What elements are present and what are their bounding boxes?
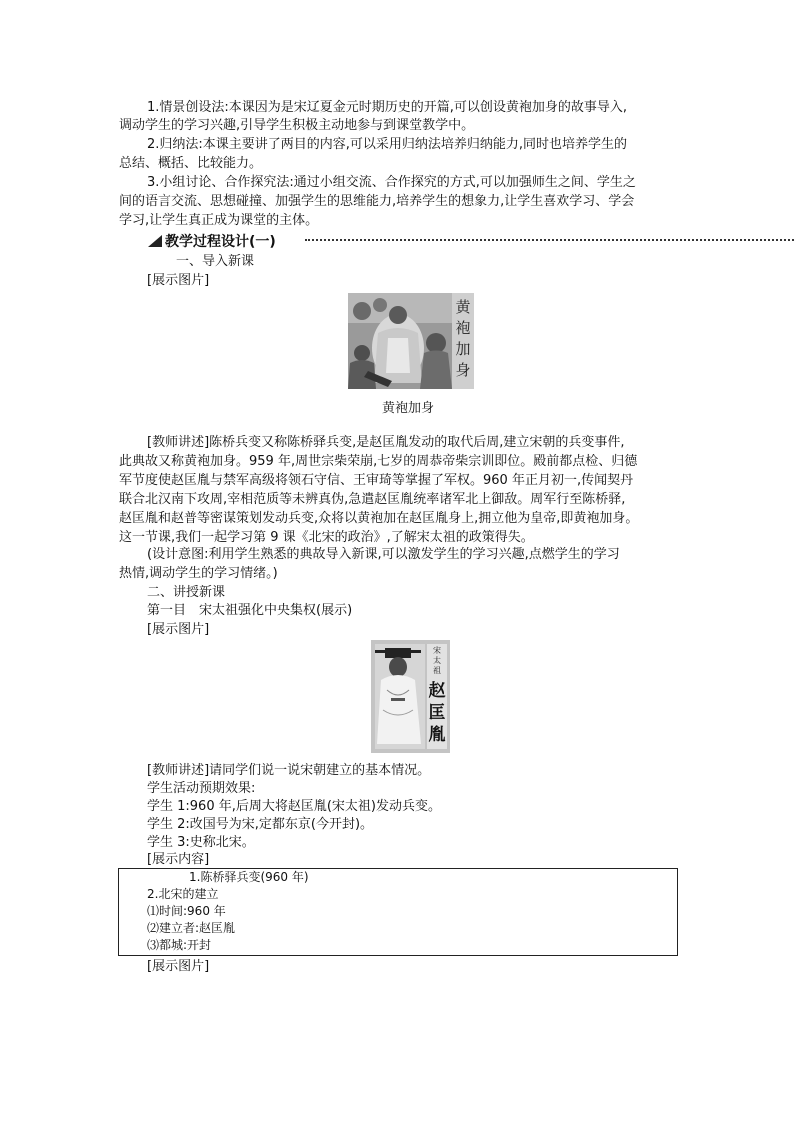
box-line-4: ⑵建立者:赵匡胤	[147, 921, 236, 935]
method-3-line-2: 间的语言交流、思想碰撞、加强学生的思维能力,培养学生的想象力,让学生喜欢学习、学会	[119, 194, 635, 209]
teacher-lecture-line: [教师讲述]请同学们说一说宋朝建立的基本情况。	[147, 763, 431, 778]
yellow-robe-caption: 黄袍加身	[382, 401, 435, 416]
method-3-line-3: 学习,让学生真正成为课堂的主体。	[119, 213, 319, 228]
lecture-title: 二、讲授新课	[147, 585, 226, 600]
student-1-answer: 学生 1:960 年,后周大将赵匡胤(宋太祖)发动兵变。	[147, 799, 442, 814]
teacher-intro-line-4: 联合北汉南下攻周,宰相范质等未辨真伪,急遣赵匡胤统率诸军北上御敌。周军行至陈桥驿,	[119, 492, 626, 507]
yellow-robe-painting-title: 黄袍加身	[455, 298, 471, 379]
teacher-intro-line-6: 这一节课,我们一起学习第 9 课《北宋的政治》,了解宋太祖的政策得失。	[119, 530, 534, 545]
dotted-divider	[305, 239, 794, 241]
show-image-label: [展示图片]	[147, 273, 210, 288]
show-image-label-3: [展示图片]	[147, 959, 210, 974]
design-intent-line-2: 热情,调动学生的学习情绪。)	[119, 566, 278, 581]
student-effect-label: 学生活动预期效果:	[147, 781, 256, 796]
method-1-line-1: 1.情景创设法:本课因为是宋辽夏金元时期历史的开篇,可以创设黄袍加身的故事导入,	[147, 100, 628, 115]
method-2-line-2: 总结、概括、比较能力。	[119, 156, 263, 171]
yellow-robe-painting	[348, 293, 474, 389]
method-1-line-2: 调动学生的学习兴趣,引导学生积极主动地参与到课堂教学中。	[119, 118, 475, 133]
content-box	[118, 868, 678, 956]
teacher-intro-line-2: 此典故又称黄袍加身。959 年,周世宗柴荣崩,七岁的周恭帝柴宗训即位。殿前都点检、归德	[119, 454, 638, 469]
zhao-kuangyin-portrait	[371, 640, 450, 753]
intro-title: 一、导入新课	[176, 254, 255, 269]
show-image-label-2: [展示图片]	[147, 622, 210, 637]
box-line-5: ⑶都城:开封	[147, 938, 212, 952]
method-3-line-1: 3.小组讨论、合作探究法:通过小组交流、合作探究的方式,可以加强师生之间、学生之	[147, 175, 636, 190]
section-heading-text: 教学过程设计(一)	[165, 234, 276, 250]
student-3-answer: 学生 3:史称北宋。	[147, 835, 255, 850]
portrait-label-name: 赵匡胤	[428, 681, 446, 745]
teacher-intro-line-5: 赵匡胤和赵普等密谋策划发动兵变,众将以黄袍加在赵匡胤身上,拥立他为皇帝,即黄袍加身。	[119, 511, 639, 526]
box-line-1: 1.陈桥驿兵变(960 年)	[189, 870, 309, 884]
section-heading	[148, 231, 276, 251]
teacher-intro-line-3: 军节度使赵匡胤与禁军高级将领石守信、王审琦等掌握了军权。960 年正月初一,传闻契丹	[119, 473, 634, 488]
method-2-line-1: 2.归纳法:本课主要讲了两目的内容,可以采用归纳法培养归纳能力,同时也培养学生的	[147, 137, 628, 152]
show-content-label: [展示内容]	[147, 852, 210, 867]
box-line-2: 2.北宋的建立	[147, 887, 219, 901]
box-line-3: ⑴时间:960 年	[147, 904, 226, 918]
portrait-label-small: 宋太祖	[433, 646, 441, 675]
student-2-answer: 学生 2:改国号为宋,定都东京(今开封)。	[147, 817, 374, 832]
teacher-intro-line-1: [教师讲述]陈桥兵变又称陈桥驿兵变,是赵匡胤发动的取代后周,建立宋朝的兵变事件,	[147, 435, 625, 450]
triangle-icon	[148, 235, 162, 247]
design-intent-line-1: (设计意图:利用学生熟悉的典故导入新课,可以激发学生的学习兴趣,点燃学生的学习	[147, 547, 620, 562]
lecture-subtitle: 第一目 宋太祖强化中央集权(展示)	[147, 603, 353, 618]
